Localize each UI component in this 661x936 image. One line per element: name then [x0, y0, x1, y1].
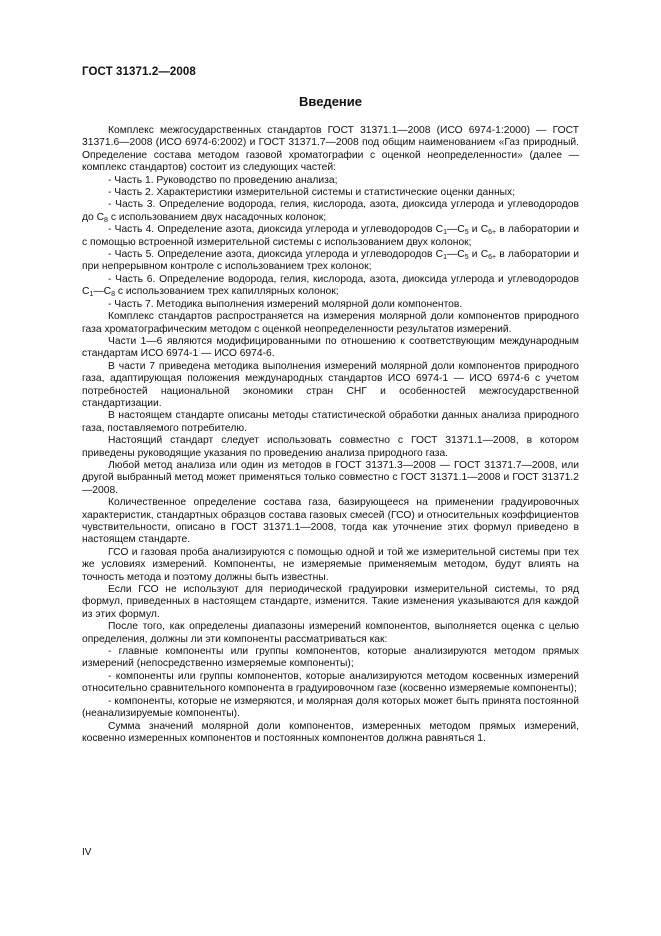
text-run: - Часть 3. Определение водорода, гелия, кислорода, азота, диоксида углерода и углеводородов до C [82, 199, 579, 223]
text-run: —C [93, 286, 112, 298]
list-item: - Часть 7. Методика выполнения измерений молярной доли компонентов. [108, 298, 463, 310]
list-item: - Часть 2. Характеристики измерительной системы и статистические оценки данных; [108, 187, 516, 199]
paragraph: ГСО и газовая проба анализируются с помощью одной и той же измерительной системы при тех же условиях измерений. Компоненты, не измеряемые применяемым методом, будут влиять на точность метода и поэтому должны быть известны. [82, 546, 579, 583]
subscript: 6+ [488, 229, 497, 237]
page-number: IV [82, 847, 92, 858]
subscript: 8 [111, 291, 115, 299]
document-body [82, 125, 579, 745]
document-code: ГОСТ 31371.2—2008 [82, 66, 196, 78]
text-run: - Часть 5. Определение азота, диоксида углерода и углеводородов C [108, 249, 444, 261]
subscript: 1 [443, 229, 447, 237]
paragraph: В части 7 приведена методика выполнения измерений молярной доли компонентов природного газа, адаптирующая положения международных стандартов ИСО 6974-1 — ИСО 6974-6 с учетом потребностей национальной экономики стран СНГ и особенностей межгосударственной стандартизации. [82, 360, 579, 409]
subscript: 6+ [488, 254, 497, 262]
text-run: —C [446, 249, 465, 261]
section-title: Введение [299, 94, 362, 109]
subscript: 5 [464, 229, 469, 237]
subscript: 8 [104, 216, 108, 224]
text-run: - Часть 6. Определение водорода, гелия, кислорода, азота, диоксида углерода и углеводородов C [82, 273, 579, 298]
list-item [82, 199, 579, 224]
text-run: и C [468, 224, 489, 236]
list-item: - компоненты, которые не измеряются, и молярная доля которых может быть принята постоянной (неанализируемые компоненты). [82, 695, 579, 720]
list-item: - Часть 1. Руководство по проведению анализа; [108, 174, 338, 186]
paragraph: Настоящий стандарт следует использовать совместно с ГОСТ 31371.1—2008, в котором приведены руководящие указания по проведению анализа природного газа. [82, 435, 579, 459]
paragraph: После того, как определены диапазоны измерений компонентов, выполняется оценка с целью определения, должны ли эти компоненты рассматриваться как: [82, 621, 579, 645]
list-item: - компоненты или группы компонентов, которые анализируются методом косвенных измерений относительно сравнительного компонента в градуировочном газе (косвенно измеряемые компоненты); [82, 670, 579, 695]
paragraph: Комплекс межгосударственных стандартов ГОСТ 31371.1—2008 (ИСО 6974-1:2000) — ГОСТ 31371.6—2008 (ИСО 6974-6:2002) и ГОСТ 31371.7—2008 под общим наименованием «Газ природный. Определение состава методом газовой хроматографии с оценкой неопределенности» (далее — комплекс стандартов) состоит из следующих частей: [82, 125, 579, 174]
list-item [82, 224, 579, 249]
list-item [82, 249, 579, 274]
paragraph: Если ГСО не используют для периодической градуировки измерительной системы, то ряд формул, приведенных в настоящем стандарте, изменится. Такие изменения указываются для каждой из этих формул. [82, 584, 579, 620]
text-run: и C [468, 249, 489, 261]
paragraph: В настоящем стандарте описаны методы статистической обработки данных анализа природного газа, поставляемого потребителю. [82, 410, 579, 434]
paragraph: Любой метод анализа или один из методов в ГОСТ 31371.3—2008 — ГОСТ 31371.7—2008, или другой выбранный метод может применяться только совместно с ГОСТ 31371.1—2008 и ГОСТ 31371.2—2008. [82, 459, 579, 496]
list-item: - главные компоненты или группы компонентов, которые анализируются методом прямых измерений (непосредственно измеряемые компоненты); [82, 646, 579, 670]
paragraph: Части 1—6 являются модифицированными по отношению к соответствующим международным стандартам ИСО 6974-1 — ИСО 6974-6. [82, 335, 579, 360]
text-run: —C [446, 224, 465, 236]
paragraph: Сумма значений молярной доли компонентов, измеренных методом прямых измерений, косвенно измеренных компонентов и постоянных компонентов должна равняться 1. [82, 720, 579, 744]
paragraph: Количественное определение состава газа, базирующееся на применении градуировочных характеристик, стандартных образцов состава газовых смесей (ГСО) и относительных коэффициентов чувствительности, описано в ГОСТ 31371.1—2008, тогда как уточнение этих формул приведено в настоящем стандарте. [82, 497, 579, 546]
text-run: с использованием двух насадочных колонок; [107, 211, 327, 223]
subscript: 5 [464, 254, 469, 262]
paragraph: Комплекс стандартов распространяется на измерения молярной доли компонентов природного газа хроматографическим методом с оценкой неопределенности результатов измерений. [82, 311, 579, 335]
subscript: 1 [443, 254, 447, 262]
subscript: 1 [89, 291, 94, 299]
text-run: в лаборатории и при непрерывном контроле с использованием трех колонок; [82, 249, 579, 273]
text-run: с использованием трех капиллярных колонок; [114, 286, 339, 298]
text-run: в лаборатории и с помощью встроенной измерительной системы с использованием двух колонок; [82, 224, 579, 248]
text-run: - Часть 4. Определение азота, диоксида углерода и углеводородов C [108, 224, 444, 236]
list-item [82, 274, 579, 299]
